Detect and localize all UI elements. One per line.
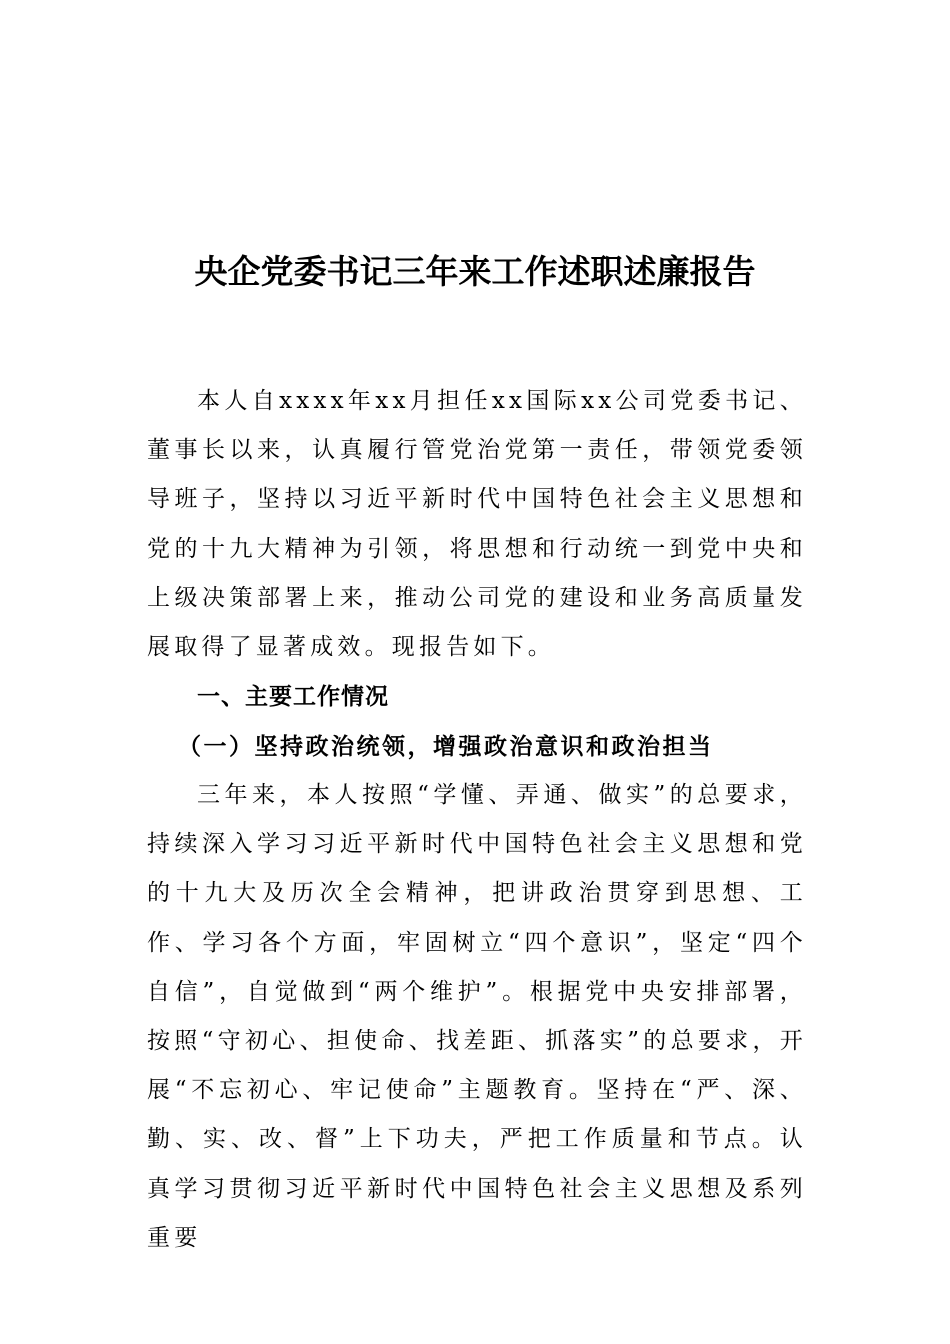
section-heading: 一、主要工作情况 xyxy=(197,684,389,710)
intro-paragraph: 本人自xxxx年xx月担任xx国际xx公司党委书记、董事长以来，认真履行管党治党第一责任，带领党委领导班子，坚持以习近平新时代中国特色社会主义思想和党的十九大精神为引领，将思想和行动统一到党中央和上级决策部署上来，推动公司党的建设和业务高质量发展取得了显著成效。现报告如下。 xyxy=(147,388,807,661)
subsection-heading: （一）坚持政治统领，增强政治意识和政治担当 xyxy=(178,733,714,760)
document-title: 央企党委书记三年来工作述职述廉报告 xyxy=(194,252,756,292)
section-paragraph: 三年来，本人按照“学懂、弄通、做实”的总要求，持续深入学习习近平新时代中国特色社会主义思想和党的十九大及历次全会精神，把讲政治贯穿到思想、工作、学习各个方面，牢固树立“四个意识”，坚定“四个自信”，自觉做到“两个维护”。根据党中央安排部署，按照“守初心、担使命、找差距、抓落实”的总要求，开展“不忘初心、牢记使命”主题教育。坚持在“严、深、勤、实、改、督”上下功夫，严把工作质量和节点。认真学习贯彻习近平新时代中国特色社会主义思想及系列重要 xyxy=(147,782,807,1251)
